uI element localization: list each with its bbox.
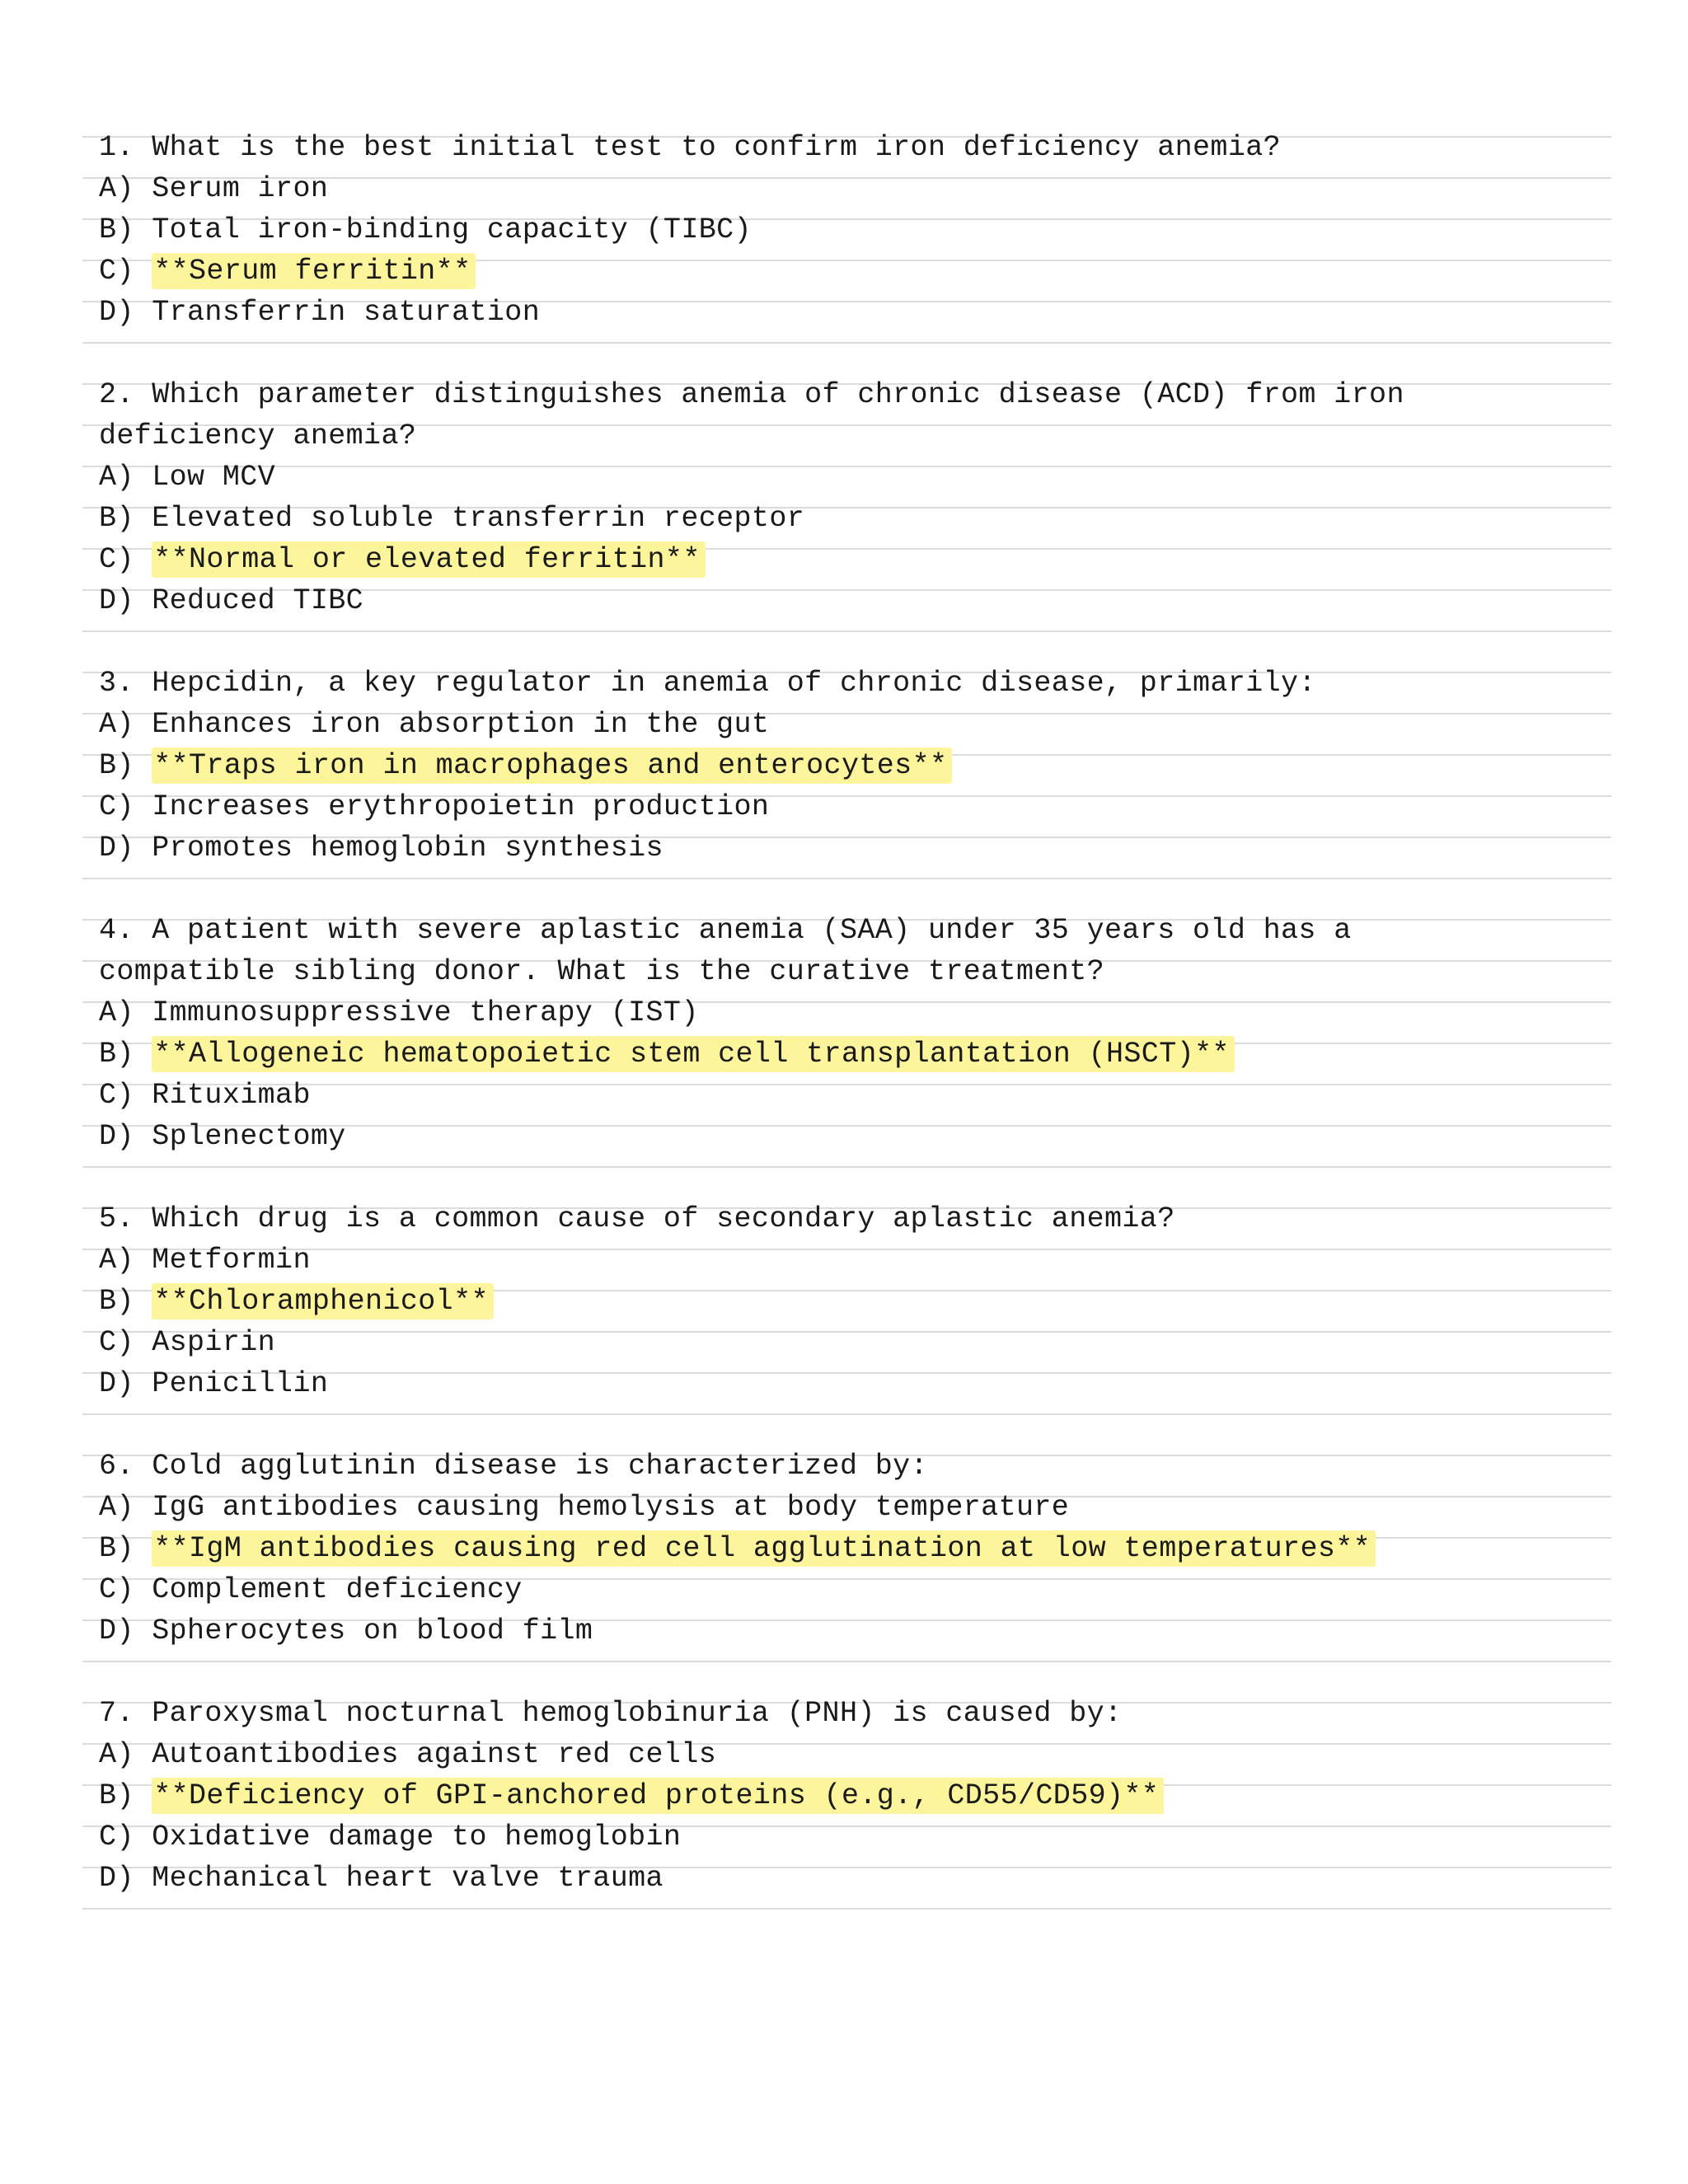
option-letter: C): [99, 255, 134, 288]
question-text: 1. What is the best initial test to confirm iron deficiency anemia?: [99, 131, 1282, 164]
answer-option-correct: [99, 543, 706, 576]
answer-option-correct: [99, 255, 476, 288]
question-text: 6. Cold agglutinin disease is characterized by:: [99, 1450, 928, 1483]
ruled-line: [82, 1249, 1611, 1250]
option-text: Serum iron: [152, 172, 329, 205]
answer-option-correct: [99, 1779, 1164, 1812]
option-letter: A): [99, 172, 134, 205]
option-text: Penicillin: [152, 1367, 329, 1400]
answer-option: [99, 1615, 593, 1647]
option-letter: A): [99, 1738, 134, 1771]
highlighted-answer-text: **Allogeneic hematopoietic stem cell transplantation (HSCT)**: [152, 1036, 1235, 1072]
ruled-line: [82, 630, 1611, 632]
option-text: Immunosuppressive therapy (IST): [152, 996, 699, 1029]
answer-option: [99, 1244, 311, 1277]
option-text: Total iron-binding capacity (TIBC): [152, 213, 752, 246]
option-letter: B): [99, 1038, 134, 1071]
option-text: Low MCV: [152, 461, 276, 494]
answer-option: [99, 1120, 346, 1153]
option-letter: B): [99, 1285, 134, 1318]
question-text: 7. Paroxysmal nocturnal hemoglobinuria (PNH) is caused by:: [99, 1697, 1123, 1730]
question-text: 3. Hepcidin, a key regulator in anemia of chronic disease, primarily:: [99, 667, 1316, 700]
highlighted-answer-text: **Traps iron in macrophages and enterocytes**: [152, 748, 952, 784]
option-letter: A): [99, 996, 134, 1029]
answer-option: [99, 1326, 275, 1359]
ruled-line: [82, 1084, 1611, 1085]
option-letter: B): [99, 749, 134, 782]
option-text: Rituximab: [152, 1079, 311, 1112]
option-text: Transferrin saturation: [152, 296, 541, 329]
highlighted-answer-text: **Serum ferritin**: [152, 253, 476, 289]
option-letter: B): [99, 502, 134, 535]
option-text: Aspirin: [152, 1326, 276, 1359]
option-letter: B): [99, 1532, 134, 1565]
answer-option-correct: [99, 1285, 494, 1318]
answer-option: [99, 1491, 1069, 1524]
option-text: Enhances iron absorption in the gut: [152, 708, 770, 741]
option-letter: B): [99, 213, 134, 246]
option-text: Metformin: [152, 1244, 311, 1277]
option-text: Mechanical heart valve trauma: [152, 1862, 663, 1895]
option-text: Complement deficiency: [152, 1573, 523, 1606]
answer-option: [99, 708, 769, 741]
highlighted-answer-text: **Normal or elevated ferritin**: [152, 541, 706, 578]
option-text: Promotes hemoglobin synthesis: [152, 832, 663, 865]
option-letter: A): [99, 1244, 134, 1277]
answer-option: [99, 172, 328, 205]
highlighted-answer-text: **Chloramphenicol**: [152, 1283, 494, 1319]
option-letter: C): [99, 1573, 134, 1606]
option-text: Spherocytes on blood film: [152, 1615, 593, 1647]
ruled-line: [82, 342, 1611, 344]
option-text: Splenectomy: [152, 1120, 346, 1153]
answer-option: [99, 461, 275, 494]
answer-option: [99, 584, 363, 617]
ruled-line: [82, 466, 1611, 467]
option-letter: A): [99, 1491, 134, 1524]
option-text: Elevated soluble transferrin receptor: [152, 502, 805, 535]
question-text: 2. Which parameter distinguishes anemia of chronic disease (ACD) from iron: [99, 378, 1404, 411]
answer-option: [99, 502, 804, 535]
highlighted-answer-text: **IgM antibodies causing red cell agglutination at low temperatures**: [152, 1530, 1376, 1567]
option-letter: D): [99, 584, 134, 617]
ruled-line: [82, 1661, 1611, 1662]
option-letter: C): [99, 1821, 134, 1854]
question-text: 5. Which drug is a common cause of secondary aplastic anemia?: [99, 1202, 1175, 1235]
option-letter: C): [99, 1326, 134, 1359]
question-text: deficiency anemia?: [99, 419, 417, 452]
ruled-line: [82, 1166, 1611, 1168]
option-letter: D): [99, 832, 134, 865]
answer-option: [99, 1367, 328, 1400]
option-letter: D): [99, 1120, 134, 1153]
answer-option: [99, 213, 752, 246]
highlighted-answer-text: **Deficiency of GPI-anchored proteins (e.g., CD55/CD59)**: [152, 1778, 1164, 1814]
option-letter: B): [99, 1779, 134, 1812]
option-letter: D): [99, 1367, 134, 1400]
question-text: compatible sibling donor. What is the curative treatment?: [99, 955, 1104, 988]
question-text: 4. A patient with severe aplastic anemia (SAA) under 35 years old has a: [99, 914, 1352, 947]
answer-option: [99, 1862, 663, 1895]
option-letter: C): [99, 1079, 134, 1112]
answer-option: [99, 1573, 523, 1606]
option-letter: D): [99, 1615, 134, 1647]
option-letter: D): [99, 296, 134, 329]
ruled-line: [82, 1413, 1611, 1415]
option-letter: C): [99, 543, 134, 576]
option-text: Oxidative damage to hemoglobin: [152, 1821, 682, 1854]
ruled-line: [82, 878, 1611, 879]
ruled-line: [82, 1908, 1611, 1910]
option-text: Reduced TIBC: [152, 584, 364, 617]
answer-option: [99, 1079, 311, 1112]
option-text: IgG antibodies causing hemolysis at body temperature: [152, 1491, 1070, 1524]
answer-option: [99, 1821, 681, 1854]
answer-option: [99, 790, 769, 823]
option-text: Autoantibodies against red cells: [152, 1738, 717, 1771]
answer-option: [99, 996, 699, 1029]
answer-option: [99, 1738, 716, 1771]
answer-option-correct: [99, 749, 952, 782]
answer-option-correct: [99, 1038, 1235, 1071]
option-text: Increases erythropoietin production: [152, 790, 770, 823]
answer-option: [99, 296, 540, 329]
option-letter: D): [99, 1862, 134, 1895]
option-letter: C): [99, 790, 134, 823]
option-letter: A): [99, 461, 134, 494]
answer-option: [99, 832, 663, 865]
answer-option-correct: [99, 1532, 1376, 1565]
option-letter: A): [99, 708, 134, 741]
ruled-line: [82, 1331, 1611, 1333]
